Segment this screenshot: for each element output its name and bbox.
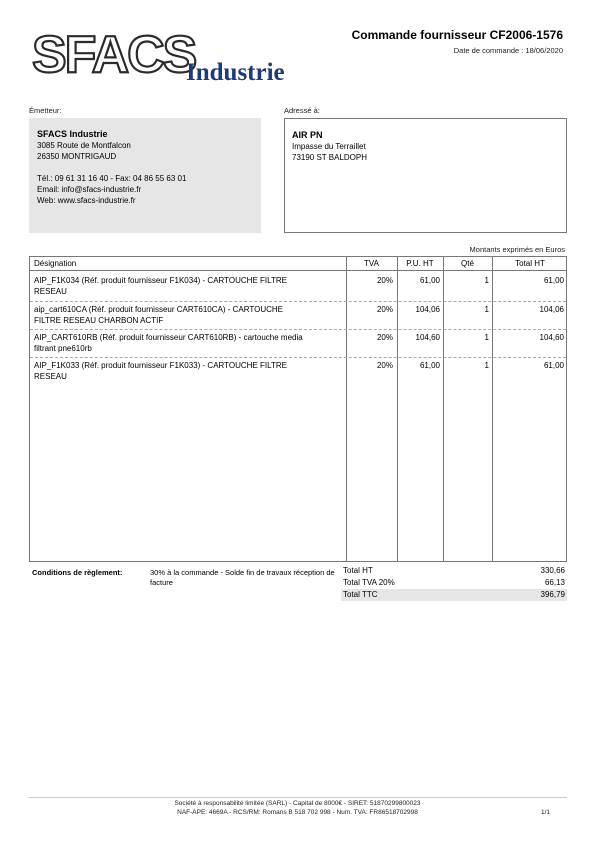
total-ttc-value: 396,79	[540, 590, 565, 599]
total-ht-label: Total HT	[343, 566, 373, 575]
total-ht-row	[341, 565, 567, 577]
header-designation: Désignation	[34, 259, 77, 268]
currency-note: Montants exprimés en Euros	[469, 245, 565, 254]
row-description-line1: AIP_CART610RB (Réf. produit fournisseur CART610RB) - cartouche media	[34, 333, 303, 342]
payment-terms-label: Conditions de règlement:	[32, 568, 123, 577]
logo-word: Industrie	[186, 59, 285, 86]
table-header	[30, 257, 566, 271]
row-description-line1: aip_cart610CA (Réf. produit fournisseur CART610CA) - CARTOUCHE	[34, 305, 283, 314]
sender-website: Web: www.sfacs-industrie.fr	[37, 196, 136, 205]
row-description-line2: FILTRE RESEAU CHARBON ACTIF	[34, 316, 164, 325]
sender-box	[29, 118, 261, 233]
row-unit-price: 104,60	[415, 333, 440, 342]
header-unit-price: P.U. HT	[406, 259, 434, 268]
sender-email: Email: info@sfacs-industrie.fr	[37, 185, 142, 194]
footer-registration-info: NAF-APE: 4669A - RCS/RM: Romans B 518 702 998 - Num. TVA: FR86518702998	[177, 809, 418, 816]
total-tva-row	[341, 577, 567, 589]
total-ttc-label: Total TTC	[343, 590, 378, 599]
row-tva: 20%	[376, 361, 393, 370]
total-tva-label: Total TVA 20%	[343, 578, 395, 587]
header-tva: TVA	[364, 259, 379, 268]
recipient-name: AIR PN	[292, 130, 323, 140]
row-description-line2: filtrant pne610rb	[34, 344, 92, 353]
logo-letters: SFACS	[32, 26, 196, 84]
recipient-address-line1: Impasse du Terraillet	[292, 142, 366, 151]
row-tva: 20%	[376, 276, 393, 285]
sender-address-line1: 3085 Route de Montfalcon	[37, 141, 131, 150]
total-tva-value: 66,13	[544, 578, 565, 587]
footer-divider	[29, 797, 567, 798]
row-description-line1: AIP_F1K033 (Réf. produit fournisseur F1K033) - CARTOUCHE FILTRE	[34, 361, 287, 370]
row-description-line2: RESEAU	[34, 372, 67, 381]
header-total: Total HT	[515, 259, 545, 268]
document-title: Commande fournisseur CF2006-1576	[351, 28, 563, 42]
header-quantity: Qté	[461, 259, 474, 268]
row-total: 61,00	[543, 361, 564, 370]
sender-label: Émetteur:	[29, 106, 62, 115]
row-tva: 20%	[376, 333, 393, 342]
payment-terms-line2: facture	[150, 578, 173, 587]
row-total: 104,06	[539, 305, 564, 314]
row-unit-price: 104,06	[415, 305, 440, 314]
total-ht-value: 330,66	[540, 566, 565, 575]
sender-address-line2: 26350 MONTRIGAUD	[37, 152, 117, 161]
company-logo	[30, 26, 320, 88]
footer-company-info: Société à responsabilité limitée (SARL) - Capital de 8000€ - SIRET: 51870299800023	[174, 800, 421, 807]
recipient-box	[284, 118, 567, 233]
row-quantity: 1	[484, 361, 489, 370]
row-quantity: 1	[484, 276, 489, 285]
order-date: Date de commande : 18/06/2020	[453, 46, 563, 55]
total-ttc-row	[341, 589, 567, 601]
row-unit-price: 61,00	[419, 361, 440, 370]
row-quantity: 1	[484, 333, 489, 342]
sender-name: SFACS Industrie	[37, 129, 108, 139]
page-number: 1/1	[540, 809, 550, 816]
row-total: 104,60	[539, 333, 564, 342]
recipient-address-line2: 73190 ST BALDOPH	[292, 153, 368, 162]
sender-phone: Tél.: 09 61 31 16 40 - Fax: 04 86 55 63 01	[37, 174, 187, 183]
row-description-line2: RESEAU	[34, 287, 67, 296]
row-total: 61,00	[543, 276, 564, 285]
payment-terms	[150, 568, 350, 588]
recipient-label: Adressé à:	[284, 106, 320, 115]
order-lines-table	[29, 256, 567, 562]
payment-terms-line1: 30% à la commande - Solde fin de travaux réception de	[150, 568, 335, 577]
row-unit-price: 61,00	[419, 276, 440, 285]
row-tva: 20%	[376, 305, 393, 314]
row-description-line1: AIP_F1K034 (Réf. produit fournisseur F1K034) - CARTOUCHE FILTRE	[34, 276, 287, 285]
row-quantity: 1	[484, 305, 489, 314]
